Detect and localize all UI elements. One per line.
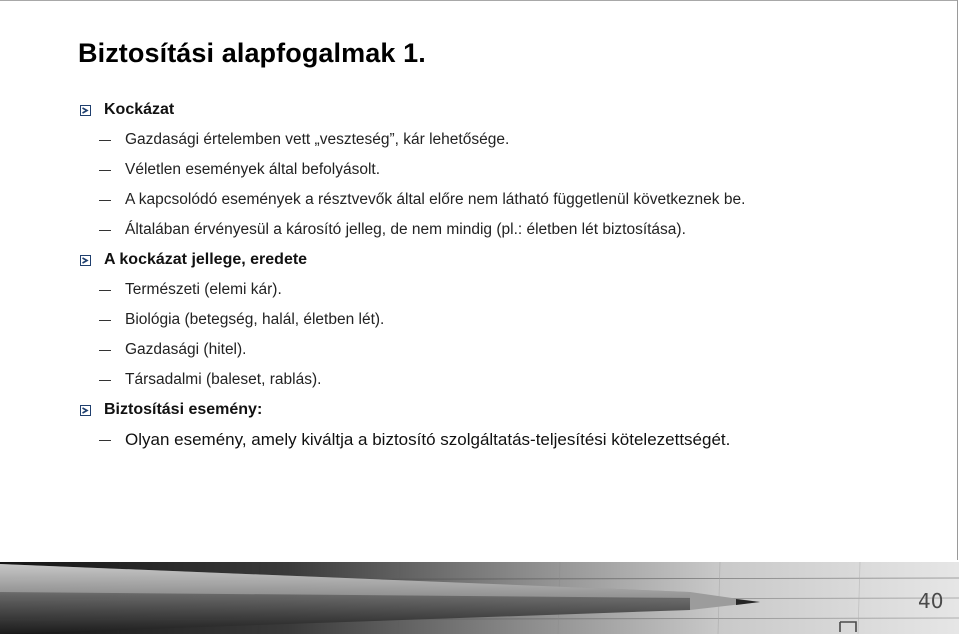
right-border <box>957 0 958 560</box>
list-item-text: Gazdasági értelemben vett „veszteség”, kár lehetősége. <box>125 131 510 148</box>
arrow-bullet-icon <box>80 255 91 266</box>
section-heading-label: Kockázat <box>104 101 175 118</box>
section-heading-jellege <box>80 248 307 272</box>
arrow-bullet-icon <box>80 405 91 416</box>
list-item-text: Társadalmi (baleset, rablás). <box>125 371 322 388</box>
list-item-text: Olyan esemény, amely kiváltja a biztosító szolgáltatás-teljesítési kötelezettségét. <box>125 430 731 449</box>
list-item <box>99 278 282 302</box>
list-item <box>99 308 384 332</box>
dash-marker <box>99 350 111 351</box>
dash-marker <box>99 440 111 441</box>
list-item-text: Gazdasági (hitel). <box>125 341 247 358</box>
list-item-text: A kapcsolódó események a résztvevők által előre nem látható függetlenül következnek be. <box>125 191 746 208</box>
list-item <box>99 128 509 152</box>
dash-marker <box>99 380 111 381</box>
list-item <box>99 218 686 242</box>
dash-marker <box>99 200 111 201</box>
dash-marker <box>99 170 111 171</box>
footer-pencil-image <box>0 562 959 634</box>
dash-marker <box>99 140 111 141</box>
footer-image-number: 40 <box>918 589 944 613</box>
list-item-text: Véletlen események által befolyásolt. <box>125 161 381 178</box>
section-heading-biztositasi-esemeny <box>80 398 262 422</box>
list-item <box>99 158 380 182</box>
list-item-text: Általában érvényesül a károsító jelleg, de nem mindig (pl.: életben lét biztosítása). <box>125 221 686 238</box>
dash-marker <box>99 230 111 231</box>
list-item-text: Biológia (betegség, halál, életben lét). <box>125 311 385 328</box>
list-item <box>99 338 246 362</box>
list-item-text: Természeti (elemi kár). <box>125 281 282 298</box>
dash-marker <box>99 290 111 291</box>
section-heading-label: Biztosítási esemény: <box>104 401 263 418</box>
top-border <box>0 0 957 1</box>
slide-title: Biztosítási alapfogalmak 1. <box>78 38 426 68</box>
dash-marker <box>99 320 111 321</box>
section-heading-kockazat <box>80 98 174 122</box>
list-item <box>99 428 730 452</box>
list-item <box>99 368 321 392</box>
arrow-bullet-icon <box>80 105 91 116</box>
list-item <box>99 188 745 212</box>
section-heading-label: A kockázat jellege, eredete <box>104 251 308 268</box>
